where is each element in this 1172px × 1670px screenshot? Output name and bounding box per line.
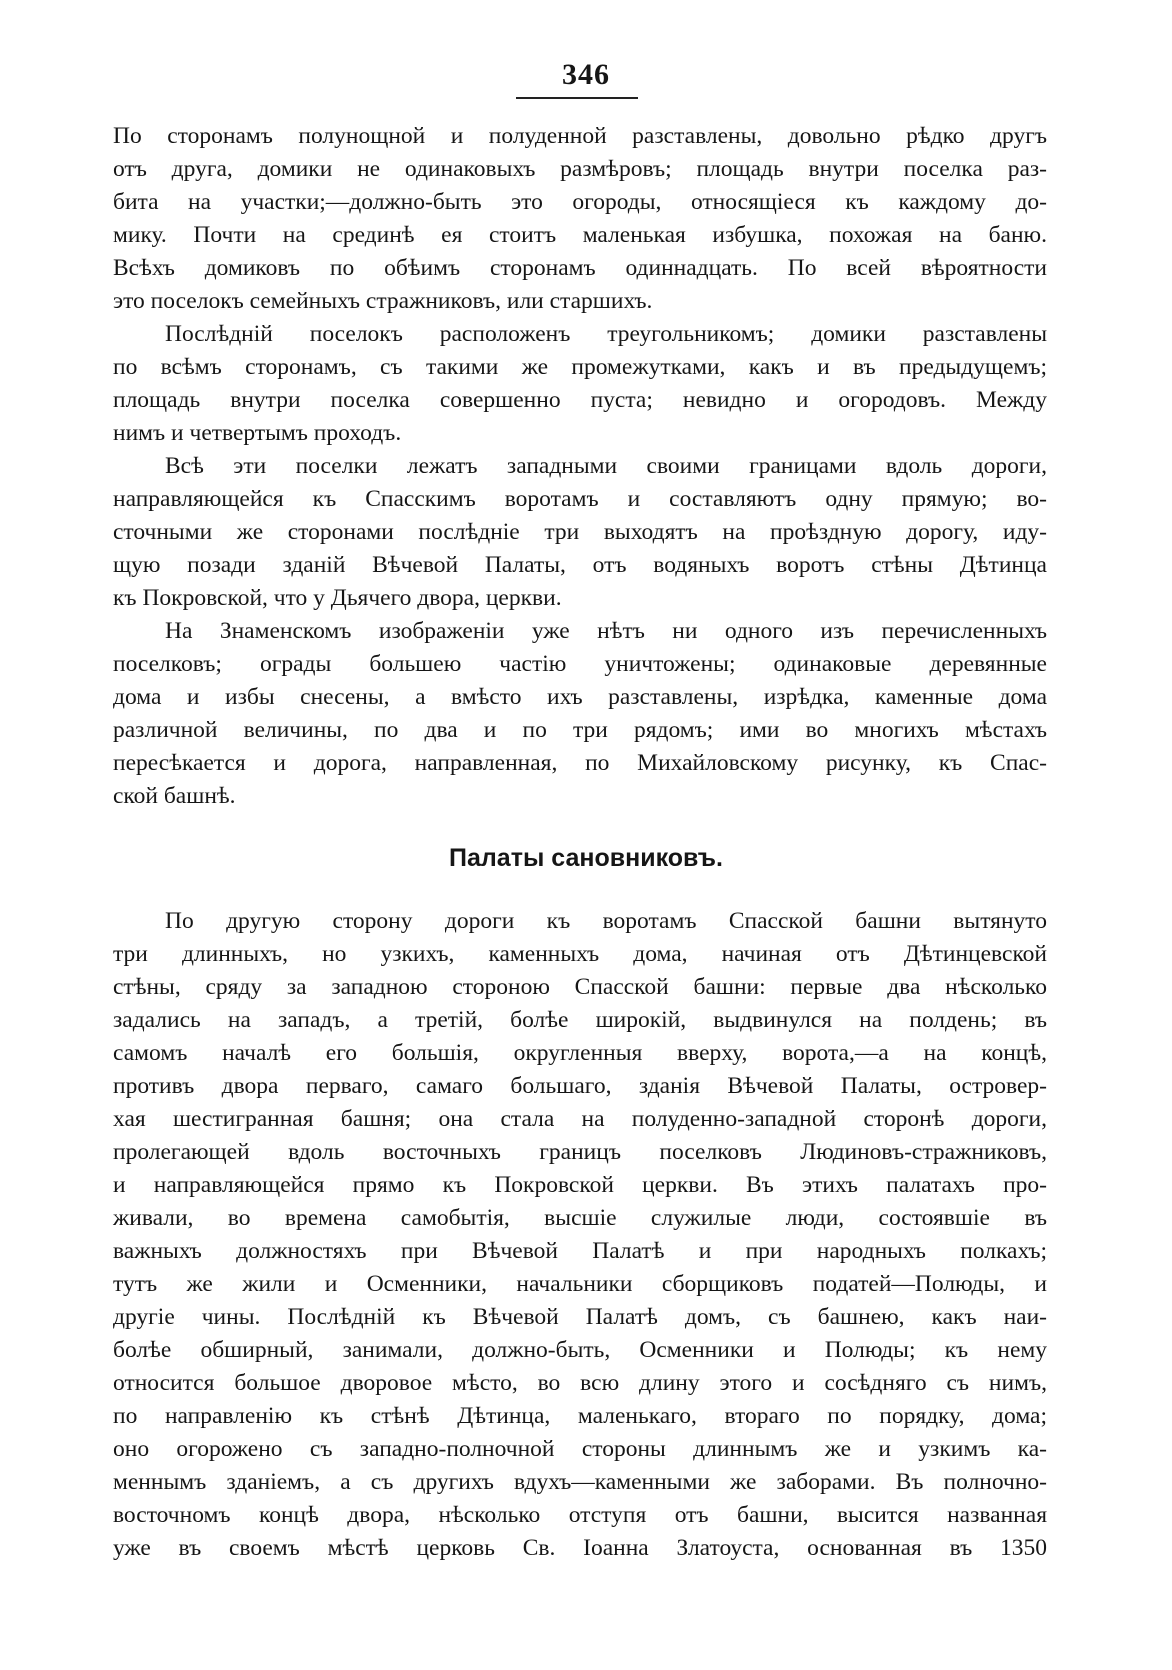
text-line: оно огорожено съ западно-полночной стороны длиннымъ же и узкимъ ка- <box>113 1436 1047 1462</box>
text-line: По сторонамъ полунощной и полуденной разставлены, довольно рѣдко другъ <box>113 123 1047 149</box>
text-line: площадь внутри поселка совершенно пуста; невидно и огородовъ. Между <box>113 387 1047 413</box>
section-heading: Палаты сановниковъ. <box>449 844 723 872</box>
text-line: живали, во времена самобытiя, высшiе служилые люди, состоявшiе въ <box>113 1205 1047 1231</box>
text-line: отъ друга, домики не одинаковыхъ размѣровъ; площадь внутри поселка раз- <box>113 156 1047 182</box>
text-line: щую позади зданiй Вѣчевой Палаты, отъ водяныхъ воротъ стѣны Дѣтинца <box>113 552 1047 578</box>
text-line: и направляющейся прямо къ Покровской церкви. Въ этихъ палатахъ про- <box>113 1172 1047 1198</box>
text-line: хая шестигранная башня; она стала на полуденно-западной сторонѣ дороги, <box>113 1106 1047 1132</box>
text-line: важныхъ должностяхъ при Вѣчевой Палатѣ и при народныхъ полкахъ; <box>113 1238 1047 1264</box>
text-line: противъ двора перваго, самаго большаго, зданiя Вѣчевой Палаты, островер- <box>113 1073 1047 1099</box>
page-number: 346 <box>562 58 610 91</box>
text-line: поселковъ; ограды большею частiю уничтожены; одинаковые деревянные <box>113 651 1047 677</box>
text-line: пересѣкается и дорога, направленная, по Михайловскому рисунку, къ Спас- <box>113 750 1047 776</box>
text-line: относится большое дворовое мѣсто, во всю длину этого и сосѣдняго съ нимъ, <box>113 1370 1047 1396</box>
text-line: восточномъ концѣ двора, нѣсколько отступя отъ башни, высится названная <box>113 1502 1047 1528</box>
text-line: по всѣмъ сторонамъ, съ такими же промежутками, какъ и въ предыдущемъ; <box>113 354 1047 380</box>
text-line: задались на западъ, а третiй, болѣе широкiй, выдвинулся на полдень; въ <box>113 1007 1047 1033</box>
text-line: меннымъ зданiемъ, а съ другихъ вдухъ—каменными же заборами. Въ полночно- <box>113 1469 1047 1495</box>
text-line: По другую сторону дороги къ воротамъ Спасской башни вытянуто <box>165 908 1047 934</box>
text-line: по направленiю къ стѣнѣ Дѣтинца, маленькаго, втораго по порядку, дома; <box>113 1403 1047 1429</box>
text-line: тутъ же жили и Осменники, начальники сборщиковъ податей—Полюды, и <box>113 1271 1047 1297</box>
text-line: другiе чины. Послѣднiй къ Вѣчевой Палатѣ домъ, съ башнею, какъ наи- <box>113 1304 1047 1330</box>
text-line: уже въ своемъ мѣстѣ церковь Св. Iоанна Златоуста, основанная въ 1350 <box>113 1535 1047 1561</box>
text-line: бита на участки;—должно-быть это огороды, относящiеся къ каждому до- <box>113 189 1047 215</box>
text-line: На Знаменскомъ изображенiи уже нѣтъ ни одного изъ перечисленныхъ <box>165 618 1047 644</box>
text-line: это поселокъ семейныхъ стражниковъ, или старшихъ. <box>113 288 653 314</box>
text-line: три длинныхъ, но узкихъ, каменныхъ дома, начиная отъ Дѣтинцевской <box>113 941 1047 967</box>
page-number-rule <box>516 97 638 99</box>
text-line: къ Покровской, что у Дьячего двора, церкви. <box>113 585 562 611</box>
text-line: болѣе обширный, занимали, должно-быть, Осменники и Полюды; къ нему <box>113 1337 1047 1363</box>
text-line: направляющейся къ Спасскимъ воротамъ и составляютъ одну прямую; во- <box>113 486 1047 512</box>
text-line: Всѣ эти поселки лежатъ западными своими границами вдоль дороги, <box>165 453 1047 479</box>
text-line: мику. Почти на срединѣ ея стоитъ маленькая избушка, похожая на баню. <box>113 222 1047 248</box>
text-line: Послѣднiй поселокъ расположенъ треугольникомъ; домики разставлены <box>165 321 1047 347</box>
text-line: самомъ началѣ его большiя, округленныя вверху, ворота,—а на концѣ, <box>113 1040 1047 1066</box>
text-line: нимъ и четвертымъ проходъ. <box>113 420 402 446</box>
text-line: Всѣхъ домиковъ по обѣимъ сторонамъ одиннадцать. По всей вѣроятности <box>113 255 1047 281</box>
text-line: сточными же сторонами послѣднiе три выходятъ на проѣздную дорогу, иду- <box>113 519 1047 545</box>
text-line: ской башнѣ. <box>113 783 236 809</box>
text-line: дома и избы снесены, а вмѣсто ихъ разставлены, изрѣдка, каменные дома <box>113 684 1047 710</box>
text-line: пролегающей вдоль восточныхъ границъ поселковъ Людиновъ-стражниковъ, <box>113 1139 1047 1165</box>
text-block-settlements <box>113 120 1047 813</box>
text-block-palaces <box>113 905 1047 1565</box>
text-line: различной величины, по два и по три рядомъ; ими во многихъ мѣстахъ <box>113 717 1047 743</box>
text-line: стѣны, сряду за западною стороною Спасской башни: первые два нѣсколько <box>113 974 1047 1000</box>
